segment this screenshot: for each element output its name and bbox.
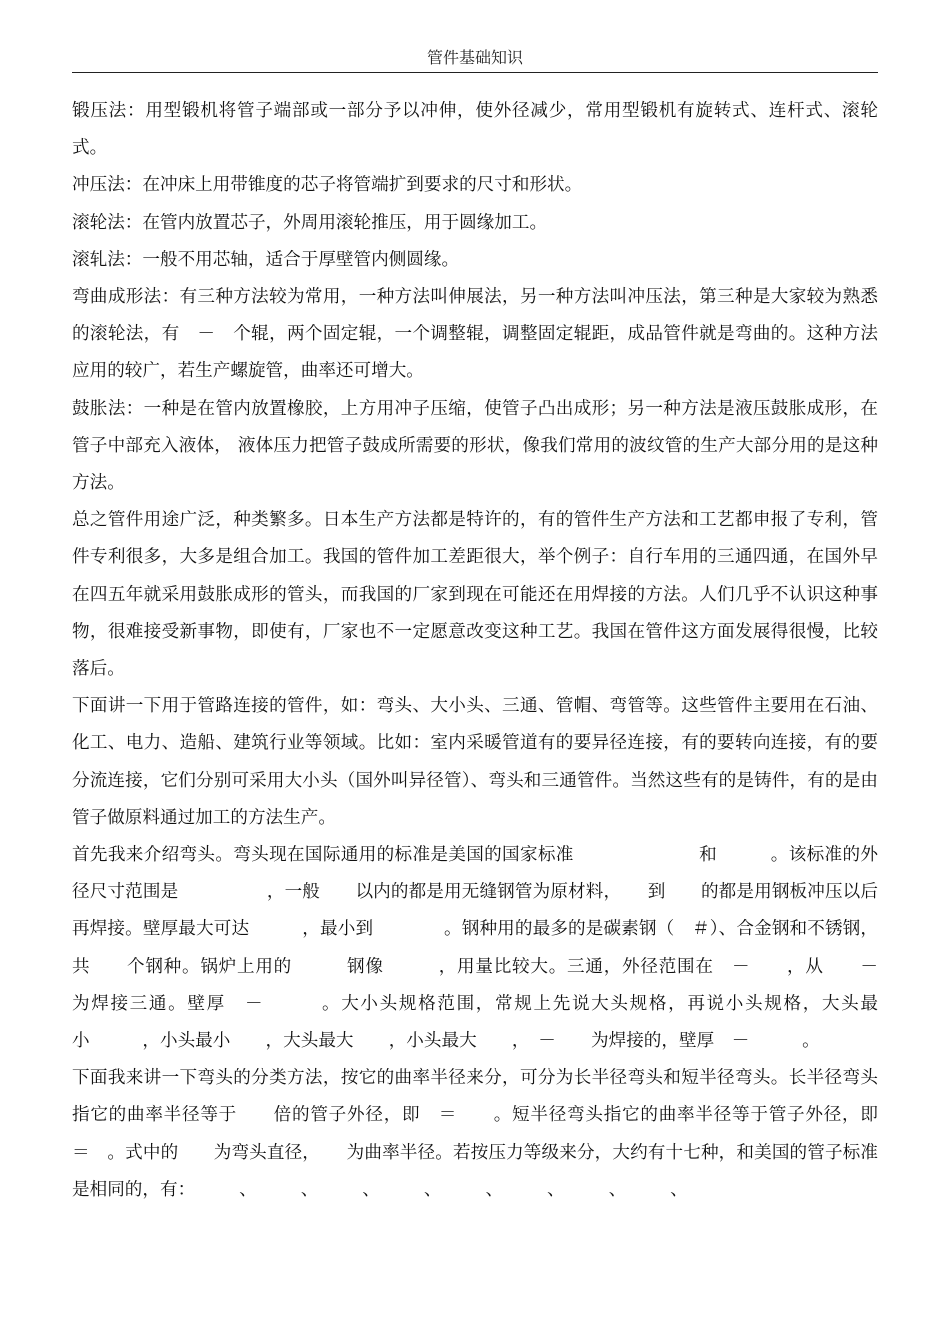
paragraph-elbow-intro: 首先我来介绍弯头。弯头现在国际通用的标准是美国的国家标准 和 。该标准的外径尺寸范围是 ，一般 以内的都是用无缝钢管为原材料， 到 的都是用钢板冲压以后再焊接。壁厚最大可达 ，最小到 。钢种用的最多的是碳素钢（ ＃）、合金钢和不锈钢，共 个钢种。锅炉上用的 钢像 ，用量比较大。三通，外径范围在 － ，从 － 为焊接三通。壁厚 － 。大小头规格范围，常规上先说大头规格，再说小头规格，大头最小 ，小头最小 ，大头最大 ，小头最大 ， － 为焊接的，壁厚 － 。 xyxy=(72,845,914,1052)
paragraph-bending: 弯曲成形法：有三种方法较为常用，一种方法叫伸展法，另一种方法叫冲压法，第三种是大家较为熟悉的滚轮法，有 － 个辊，两个固定辊，一个调整辊，调整固定辊距，成品管件就是弯曲的。这种方法应用的较广，若生产螺旋管，曲率还可增大。 xyxy=(72,287,878,382)
document-body xyxy=(72,93,914,1209)
paragraph-bulging: 鼓胀法：一种是在管内放置橡胶，上方用冲子压缩，使管子凸出成形；另一种方法是液压鼓胀成形，在管子中部充入液体， 液体压力把管子鼓成所需要的形状，像我们常用的波纹管的生产大部分用的是这种方法。 xyxy=(72,398,878,494)
paragraph-pipe-connections: 下面讲一下用于管路连接的管件，如：弯头、大小头、三通、管帽、弯管等。这些管件主要用在石油、化工、电力、造船、建筑行业等领域。比如：室内采暖管道有的要异径连接，有的要转向连接，有的要分流连接，它们分别可采用大小头（国外叫异径管）、弯头和三通管件。当然这些有的是铸件，有的是由管子做原料通过加工的方法生产。 xyxy=(72,696,878,828)
page-header-title: 管件基础知识 xyxy=(426,48,523,67)
paragraph-stamping: 冲压法：在冲床上用带锥度的芯子将管端扩到要求的尺寸和形状。 xyxy=(72,175,583,196)
paragraph-roller: 滚轮法：在管内放置芯子，外周用滚轮推压，用于圆缘加工。 xyxy=(72,212,548,233)
paragraph-summary: 总之管件用途广泛，种类繁多。日本生产方法都是特许的，有的管件生产方法和工艺都申报了专利，管件专利很多，大多是组合加工。我国的管件加工差距很大，举个例子：自行车用的三通四通，在国外早在四五年就采用鼓胀成形的管头，而我国的厂家到现在可能还在用焊接的方法。人们几乎不认识这种事物，很难接受新事物，即使有，厂家也不一定愿意改变这种工艺。我国在管件这方面发展得很慢，比较落后。 xyxy=(72,510,878,680)
header-divider xyxy=(72,72,878,73)
paragraph-rolling: 滚轧法：一般不用芯轴，适合于厚壁管内侧圆缘。 xyxy=(72,249,460,270)
paragraph-elbow-classification: 下面我来讲一下弯头的分类方法，按它的曲率半径来分，可分为长半径弯头和短半径弯头。长半径弯头指它的曲率半径等于 倍的管子外径，即 ＝ 。短半径弯头指它的曲率半径等于管子外径，即 ＝ 。式中的 为弯头直径， 为曲率半径。若按压力等级来分，大约有十七种，和美国的管子标准是相同的，有： 、 、 、 、 、 、 、 、 xyxy=(72,1068,896,1200)
paragraph-forging: 锻压法：用型锻机将管子端部或一部分予以冲伸，使外径减少，常用型锻机有旋转式、连杆式、滚轮式。 xyxy=(72,101,878,159)
